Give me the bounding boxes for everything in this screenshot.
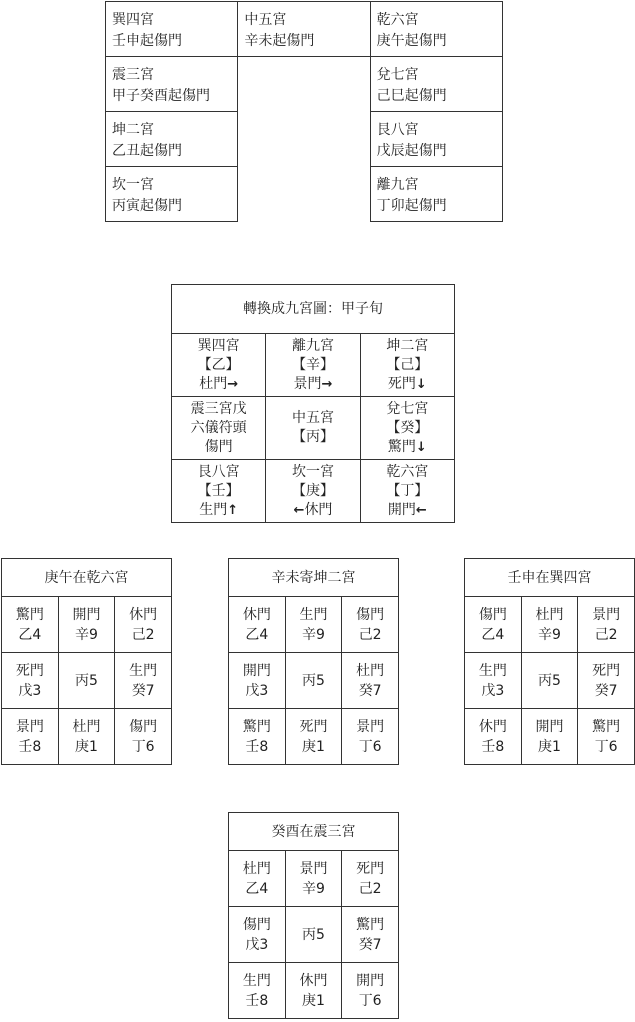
palace-text: 壬申起傷門 <box>112 33 182 49</box>
gate: 死門 <box>15 662 44 679</box>
stem-number: 丁6 <box>594 738 618 755</box>
chart-cell <box>229 851 286 907</box>
stem-number: 辛9 <box>75 626 98 643</box>
gate: 開門 <box>242 662 271 679</box>
chart-cell <box>342 851 399 907</box>
stem: 【丁】 <box>386 482 429 499</box>
palace-cell <box>370 57 502 112</box>
chart-cell <box>285 653 342 709</box>
gate: 開門 <box>356 972 385 989</box>
palace-start-table <box>105 1 503 222</box>
chart-cell <box>285 709 342 765</box>
palace-name: 兌七宮 <box>376 67 419 83</box>
palace-text: 己巳起傷門 <box>376 88 447 104</box>
gate: 生門 <box>129 662 158 679</box>
gate: 死門 <box>356 860 385 877</box>
gate: 驚門 <box>356 916 385 933</box>
chart-cell <box>285 597 342 653</box>
gate: 死門 <box>592 662 621 679</box>
chart-cell <box>229 597 286 653</box>
stem-number: 庚1 <box>538 738 561 755</box>
palace-text: 戊辰起傷門 <box>376 143 447 159</box>
gate: 開門 <box>387 501 416 518</box>
stem: 【庚】 <box>291 482 334 499</box>
palace-name: 離九宮 <box>376 177 419 193</box>
nine-palace-cell <box>172 460 266 523</box>
stem-number: 壬8 <box>245 992 269 1009</box>
gate: 生門 <box>199 501 228 518</box>
chart-cell <box>521 597 578 653</box>
chart-cell <box>2 653 59 709</box>
palace-name: 離九宮 <box>291 337 334 354</box>
chart-title: 辛未寄坤二宮 <box>229 559 399 597</box>
chart-title: 壬申在巽四宮 <box>465 559 635 597</box>
chart-cell <box>521 709 578 765</box>
chart-cell <box>521 653 578 709</box>
stem-number: 戊3 <box>245 682 269 699</box>
stem-number: 丁6 <box>358 992 382 1009</box>
chart-cell <box>578 597 635 653</box>
palace-cell <box>370 167 502 222</box>
chart-cell <box>578 653 635 709</box>
stem-number: 庚1 <box>302 738 325 755</box>
gate: 驚門 <box>242 718 271 735</box>
gate: 開門 <box>72 606 101 623</box>
stem: 【己】 <box>386 356 429 373</box>
chart-title: 庚午在乾六宮 <box>2 559 172 597</box>
chart-cell <box>229 653 286 709</box>
palace-name: 震三宮戊 <box>190 400 247 417</box>
stem-number: 癸7 <box>594 682 618 699</box>
chart-cell <box>115 597 172 653</box>
palace-cell <box>106 2 238 57</box>
gate: 開門 <box>535 718 564 735</box>
stem: 六儀符頭 <box>190 419 247 436</box>
chart-cell <box>58 597 115 653</box>
palace-text: 庚午起傷門 <box>376 33 447 49</box>
nine-palace-cell <box>360 460 454 523</box>
palace-text: 丁卯起傷門 <box>376 198 447 214</box>
gate: 杜門 <box>199 375 228 392</box>
chart-cell <box>465 597 522 653</box>
stem-number: 丙5 <box>75 672 98 689</box>
chart-cell <box>229 963 286 1019</box>
nine-palace-cell <box>172 397 266 460</box>
stem-number: 辛9 <box>302 626 325 643</box>
chart-cell <box>285 907 342 963</box>
chart-cell <box>58 653 115 709</box>
arrow-left-icon: ← <box>293 502 305 518</box>
palace-name: 巽四宮 <box>197 337 240 354</box>
stem-number: 壬8 <box>18 738 42 755</box>
arrow-down-icon: ↓ <box>415 376 427 392</box>
palace-name: 中五宮 <box>291 410 334 426</box>
stem-number: 戊3 <box>245 936 269 953</box>
nine-palace-cell <box>360 334 454 397</box>
palace-cell <box>106 57 238 112</box>
palace-text: 乙丑起傷門 <box>112 143 182 159</box>
gate: 杜門 <box>535 606 564 623</box>
chart-cell <box>58 709 115 765</box>
gate: 景門 <box>293 375 322 392</box>
gate: 傷門 <box>356 606 385 623</box>
palace-name: 兌七宮 <box>386 400 429 417</box>
palace-name: 巽四宮 <box>112 12 154 28</box>
chart-cell <box>465 653 522 709</box>
gate: 傷門 <box>129 718 158 735</box>
nine-palace-cell <box>360 397 454 460</box>
chart-cell <box>342 963 399 1019</box>
gate: 杜門 <box>72 718 101 735</box>
chart-cell <box>2 709 59 765</box>
stem-number: 癸7 <box>131 682 155 699</box>
palace-cell <box>106 112 238 167</box>
gate: 休門 <box>129 606 158 623</box>
empty-center <box>238 57 370 222</box>
palace-name: 乾六宮 <box>376 12 419 28</box>
nine-palace-title: 轉換成九宮圖：甲子旬 <box>172 285 455 334</box>
gate: 景門 <box>356 718 385 735</box>
qimen-chart-table <box>228 812 399 1019</box>
stem-number: 乙4 <box>481 626 505 643</box>
palace-name: 艮八宮 <box>376 122 419 138</box>
arrow-right-icon: → <box>321 376 333 392</box>
palace-name: 艮八宮 <box>197 463 240 480</box>
stem-number: 丙5 <box>538 672 561 689</box>
stem-number: 戊3 <box>18 682 42 699</box>
chart-cell <box>229 907 286 963</box>
stem-number: 癸7 <box>358 936 382 953</box>
palace-name: 坤二宮 <box>112 122 154 138</box>
gate: 死門 <box>387 375 416 392</box>
palace-name: 坎一宮 <box>291 463 334 480</box>
palace-name: 坎一宮 <box>112 177 154 193</box>
chart-cell <box>115 653 172 709</box>
chart-cell <box>2 597 59 653</box>
stem-number: 庚1 <box>75 738 98 755</box>
palace-cell <box>238 2 370 57</box>
chart-cell <box>285 963 342 1019</box>
gate: 驚門 <box>592 718 621 735</box>
chart-cell <box>578 709 635 765</box>
chart-cell <box>342 907 399 963</box>
nine-palace-cell <box>172 334 266 397</box>
arrow-left-icon: ← <box>415 502 427 518</box>
chart-cell <box>115 709 172 765</box>
stem-number: 乙4 <box>245 880 269 897</box>
nine-palace-cell <box>266 334 360 397</box>
stem-number: 丙5 <box>302 926 325 943</box>
stem-number: 己2 <box>358 880 382 897</box>
gate: 生門 <box>299 606 328 623</box>
stem: 【乙】 <box>197 356 240 373</box>
palace-name: 中五宮 <box>244 12 287 28</box>
arrow-up-icon: ↑ <box>227 502 239 518</box>
gate: 杜門 <box>356 662 385 679</box>
nine-palace-cell <box>266 397 360 460</box>
stem-number: 壬8 <box>245 738 269 755</box>
qimen-chart-table <box>1 558 172 765</box>
stem: 【辛】 <box>291 356 334 373</box>
palace-name: 坤二宮 <box>386 337 429 354</box>
palace-cell <box>370 2 502 57</box>
stem: 【丙】 <box>291 429 334 445</box>
chart-cell <box>342 597 399 653</box>
stem-number: 己2 <box>594 626 618 643</box>
gate: 傷門 <box>242 916 271 933</box>
stem-number: 癸7 <box>358 682 382 699</box>
chart-cell <box>285 851 342 907</box>
palace-cell <box>106 167 238 222</box>
gate: 生門 <box>478 662 507 679</box>
stem-number: 己2 <box>358 626 382 643</box>
gate: 傷門 <box>204 438 233 455</box>
gate: 傷門 <box>478 606 507 623</box>
chart-cell <box>229 709 286 765</box>
gate: 景門 <box>299 860 328 877</box>
stem-number: 壬8 <box>481 738 505 755</box>
stem: 【癸】 <box>386 419 429 436</box>
chart-cell <box>342 653 399 709</box>
palace-name: 乾六宮 <box>386 463 429 480</box>
chart-cell <box>342 709 399 765</box>
stem-number: 乙4 <box>245 626 269 643</box>
gate: 生門 <box>242 972 271 989</box>
palace-text: 辛未起傷門 <box>244 33 315 49</box>
arrow-right-icon: → <box>227 376 239 392</box>
chart-cell <box>465 709 522 765</box>
qimen-chart-table <box>228 558 399 765</box>
nine-palace-cell <box>266 460 360 523</box>
gate: 驚門 <box>15 606 44 623</box>
gate: 休門 <box>242 606 271 623</box>
stem-number: 辛9 <box>538 626 561 643</box>
gate: 景門 <box>592 606 621 623</box>
palace-text: 甲子癸酉起傷門 <box>112 88 210 104</box>
arrow-down-icon: ↓ <box>415 439 427 455</box>
stem-number: 庚1 <box>302 992 325 1009</box>
stem-number: 丙5 <box>302 672 325 689</box>
stem-number: 己2 <box>131 626 155 643</box>
palace-name: 震三宮 <box>112 67 154 83</box>
stem: 【壬】 <box>197 482 240 499</box>
gate: 景門 <box>15 718 44 735</box>
gate: 死門 <box>299 718 328 735</box>
stem-number: 丁6 <box>131 738 155 755</box>
stem-number: 辛9 <box>302 880 325 897</box>
gate: 休門 <box>304 501 333 518</box>
gate: 休門 <box>299 972 328 989</box>
chart-title: 癸酉在震三宮 <box>229 813 399 851</box>
stem-number: 乙4 <box>18 626 42 643</box>
palace-cell <box>370 112 502 167</box>
gate: 休門 <box>478 718 507 735</box>
palace-text: 丙寅起傷門 <box>112 198 182 214</box>
nine-palace-table <box>171 284 455 523</box>
qimen-chart-table <box>464 558 635 765</box>
gate: 杜門 <box>242 860 271 877</box>
stem-number: 丁6 <box>358 738 382 755</box>
gate: 驚門 <box>387 438 416 455</box>
stem-number: 戊3 <box>481 682 505 699</box>
